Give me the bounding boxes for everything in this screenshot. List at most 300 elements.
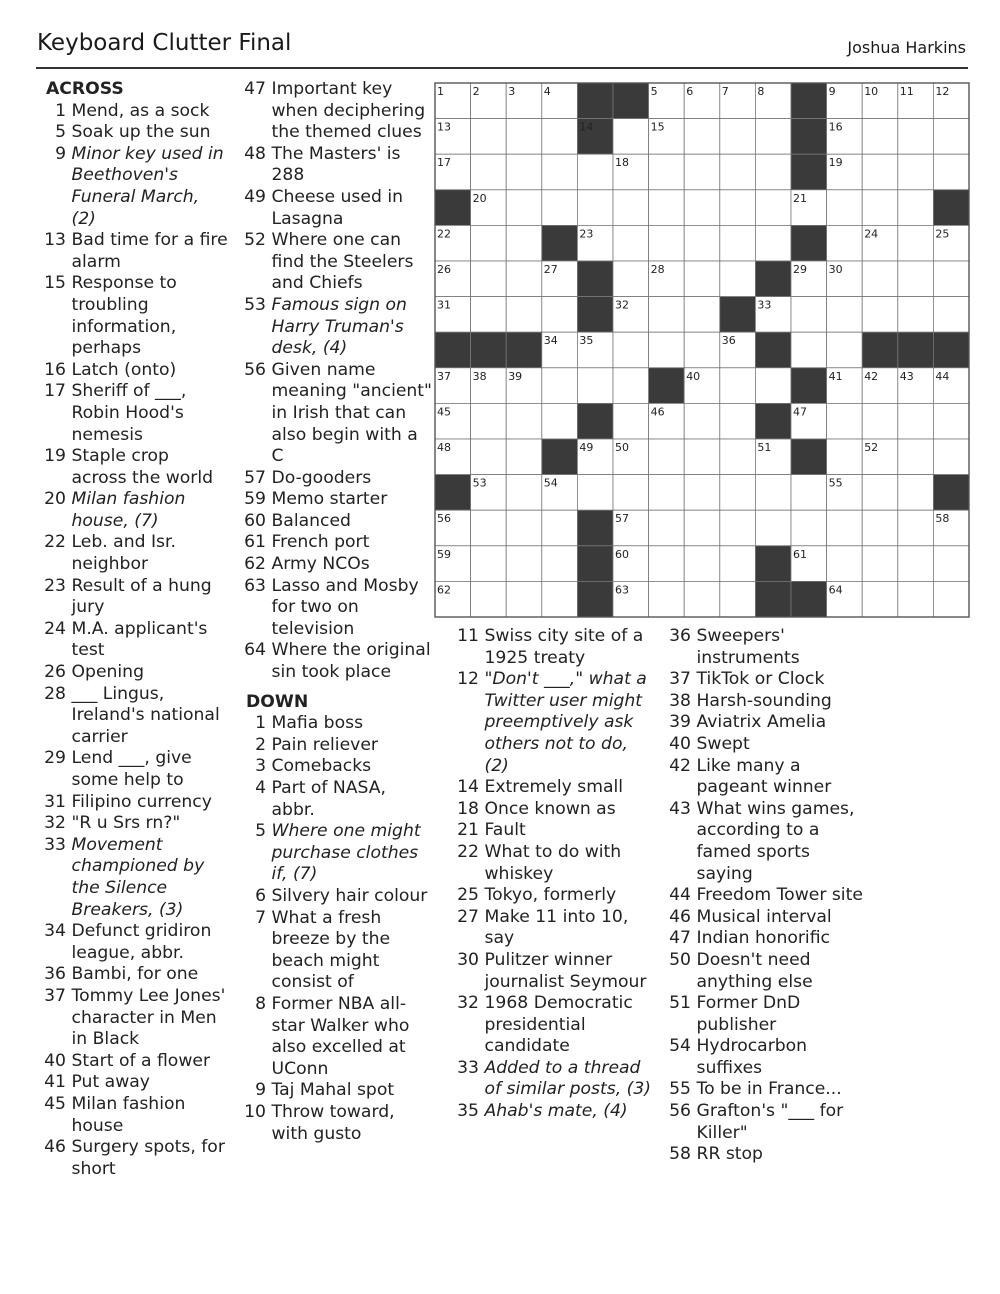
clue-number: 27	[457, 906, 479, 927]
grid-cell[interactable]	[649, 581, 685, 617]
down-clue-18[interactable]	[449, 799, 654, 821]
across-clue-40[interactable]	[36, 1051, 228, 1073]
clue-text: Like many a pageant winner	[696, 755, 832, 798]
grid-cell[interactable]	[613, 332, 649, 368]
grid-cell[interactable]	[791, 510, 827, 546]
across-clue-63[interactable]	[236, 576, 432, 641]
clue-number: 42	[669, 755, 691, 776]
grid-cell[interactable]	[649, 297, 685, 333]
grid-cell[interactable]	[898, 546, 934, 582]
block-cell	[506, 332, 542, 368]
grid-cell[interactable]	[720, 475, 756, 511]
grid-cell[interactable]	[827, 297, 863, 333]
down-clue-14[interactable]	[449, 777, 654, 799]
grid-cell[interactable]	[471, 297, 507, 333]
cell-number: 35	[579, 334, 594, 348]
across-clue-1[interactable]	[36, 101, 228, 123]
grid-cell[interactable]	[471, 154, 507, 190]
across-clue-15[interactable]	[36, 273, 228, 359]
grid-cell[interactable]	[506, 546, 542, 582]
clue-text: Movement championed by the Silence Breakers, (3)	[71, 834, 205, 920]
grid-cell[interactable]	[471, 403, 507, 439]
clue-number: 8	[255, 993, 266, 1014]
grid-cell[interactable]	[862, 261, 898, 297]
grid-cell[interactable]	[649, 546, 685, 582]
grid-cell[interactable]	[506, 510, 542, 546]
grid-cell[interactable]	[684, 581, 720, 617]
clue-text: M.A. applicant's test	[71, 618, 208, 661]
clue-text: Former NBA all-star Walker who also excelled at UConn	[271, 993, 410, 1079]
clue-number: 46	[669, 906, 691, 927]
clue-number: 5	[55, 122, 66, 143]
across-clue-62[interactable]	[236, 554, 432, 576]
clue-number: 60	[244, 510, 266, 531]
grid-cell[interactable]	[898, 225, 934, 261]
grid-cell[interactable]	[862, 154, 898, 190]
down-clue-27[interactable]	[449, 907, 654, 950]
down-clue-21[interactable]	[449, 820, 654, 842]
across-clue-29[interactable]	[36, 748, 228, 791]
grid-cell[interactable]	[791, 332, 827, 368]
clue-number: 26	[44, 662, 66, 683]
down-clue-44[interactable]	[661, 885, 867, 907]
grid-cell[interactable]	[827, 332, 863, 368]
grid-cell[interactable]	[577, 475, 613, 511]
grid-cell[interactable]	[577, 368, 613, 404]
grid-cell[interactable]	[684, 154, 720, 190]
grid-cell[interactable]	[542, 510, 578, 546]
grid-cell[interactable]	[542, 190, 578, 226]
clue-text: What wins games, according to a famed sports saying	[696, 798, 855, 884]
grid-cell[interactable]	[720, 439, 756, 475]
clue-number: 47	[669, 928, 691, 949]
clue-text: Aviatrix Amelia	[696, 712, 827, 733]
clue-text: French port	[271, 532, 370, 553]
across-clue-57[interactable]	[236, 468, 432, 490]
down-clue-30[interactable]	[449, 950, 654, 993]
clue-number: 7	[255, 907, 266, 928]
grid-cell[interactable]	[791, 475, 827, 511]
grid-cell[interactable]	[791, 297, 827, 333]
grid-cell[interactable]	[684, 261, 720, 297]
grid-cell[interactable]	[649, 190, 685, 226]
grid-cell[interactable]	[684, 297, 720, 333]
grid-cell[interactable]	[684, 439, 720, 475]
clue-text: Lasso and Mosby for two on television	[271, 575, 419, 639]
clue-number: 32	[457, 993, 479, 1014]
clue-number: 33	[44, 834, 66, 855]
cell-number: 37	[437, 369, 451, 383]
down-clue-8[interactable]	[236, 994, 432, 1080]
cell-number: 61	[793, 547, 807, 561]
grid-cell[interactable]	[542, 154, 578, 190]
clue-text: Lend ___, give some help to	[71, 748, 192, 790]
clue-number: 18	[457, 798, 479, 819]
grid-cell[interactable]	[649, 225, 685, 261]
grid-cell[interactable]	[720, 403, 756, 439]
across-clue-47[interactable]	[236, 79, 432, 144]
clue-number: 21	[457, 820, 479, 841]
down-clue-54[interactable]	[661, 1036, 867, 1079]
clue-number: 61	[244, 532, 266, 553]
grid-cell[interactable]	[898, 154, 934, 190]
grid-cell[interactable]	[898, 475, 934, 511]
across-clue-37[interactable]	[36, 986, 228, 1051]
across-clue-56[interactable]	[236, 360, 432, 468]
grid-cell[interactable]	[471, 225, 507, 261]
cell-number: 28	[650, 263, 665, 276]
down-clue-47[interactable]	[661, 928, 867, 950]
grid-cell[interactable]	[649, 439, 685, 475]
across-clue-19[interactable]	[36, 446, 228, 489]
grid-cell[interactable]	[613, 475, 649, 511]
grid-cell[interactable]	[862, 297, 898, 333]
across-clue-28[interactable]	[36, 684, 228, 749]
grid-cell[interactable]	[933, 297, 969, 333]
grid-cell[interactable]	[862, 581, 898, 617]
clue-text: Opening	[71, 662, 144, 683]
down-clue-36[interactable]	[661, 626, 867, 669]
down-clue-7[interactable]	[236, 908, 432, 994]
grid-cell[interactable]	[684, 332, 720, 368]
down-clue-4[interactable]	[236, 778, 432, 821]
cell-number: 51	[757, 441, 772, 454]
grid-cell[interactable]	[613, 368, 649, 404]
grid-cell[interactable]	[720, 225, 756, 261]
grid-cell[interactable]	[649, 510, 685, 546]
grid-cell[interactable]	[471, 510, 507, 546]
block-cell	[577, 546, 613, 582]
clue-number: 11	[457, 626, 479, 646]
clue-number: 25	[457, 885, 479, 906]
grid-cell[interactable]	[755, 510, 791, 546]
grid-cell[interactable]	[862, 475, 898, 511]
down-clue-51[interactable]	[661, 993, 867, 1036]
down-clue-32[interactable]	[449, 993, 654, 1058]
across-clue-59[interactable]	[236, 489, 432, 511]
grid-cell[interactable]	[506, 475, 542, 511]
grid-cell[interactable]	[827, 510, 863, 546]
clue-number: 16	[44, 359, 66, 380]
clue-text: RR stop	[696, 1144, 763, 1165]
cell-number: 12	[935, 85, 950, 98]
grid-cell[interactable]	[933, 546, 969, 582]
grid-cell[interactable]	[755, 368, 791, 404]
grid-cell[interactable]	[471, 261, 507, 297]
grid-cell[interactable]	[471, 581, 507, 617]
clue-text: Result of a hung jury	[71, 575, 212, 618]
down-clue-25[interactable]	[449, 885, 654, 907]
down-clue-22[interactable]	[449, 842, 654, 885]
grid-cell[interactable]	[720, 119, 756, 155]
grid-cell[interactable]	[613, 119, 649, 155]
block-cell	[542, 439, 578, 475]
down-clue-43[interactable]	[661, 799, 867, 885]
down-clue-50[interactable]	[661, 950, 867, 993]
grid-cell[interactable]	[577, 190, 613, 226]
across-clue-46[interactable]	[36, 1137, 228, 1180]
down-clue-40[interactable]	[661, 734, 867, 756]
grid-cell[interactable]	[933, 119, 969, 155]
grid-cell[interactable]	[933, 261, 969, 297]
grid-cell[interactable]	[720, 154, 756, 190]
across-clue-23[interactable]	[36, 576, 228, 619]
across-clue-26[interactable]	[36, 662, 228, 684]
block-cell	[933, 332, 969, 368]
cell-number: 14	[579, 120, 594, 134]
grid-cell[interactable]	[898, 119, 934, 155]
grid-cell[interactable]	[506, 581, 542, 617]
grid-cell[interactable]	[506, 297, 542, 333]
cell-number: 30	[828, 263, 843, 276]
grid-cell[interactable]	[684, 403, 720, 439]
grid-cell[interactable]	[827, 439, 863, 475]
grid-cell[interactable]	[649, 332, 685, 368]
down-clue-35[interactable]	[449, 1101, 654, 1123]
grid-cell[interactable]	[827, 190, 863, 226]
cell-number: 62	[437, 583, 451, 597]
grid-cell[interactable]	[898, 439, 934, 475]
clue-text: What a fresh breeze by the beach might consist of	[271, 907, 391, 993]
clue-text: Mafia boss	[271, 713, 364, 734]
down-clue-3[interactable]	[236, 756, 432, 778]
grid-cell[interactable]	[898, 261, 934, 297]
across-clue-49[interactable]	[236, 187, 432, 230]
clue-number: 50	[669, 949, 691, 970]
down-clue-58[interactable]	[661, 1144, 867, 1166]
cell-number: 25	[935, 227, 950, 241]
across-clue-48[interactable]	[236, 144, 432, 187]
clue-text: Added to a thread of similar posts, (3)	[484, 1057, 651, 1100]
across-clue-22[interactable]	[36, 532, 228, 575]
grid-cell[interactable]	[862, 546, 898, 582]
down-clue-39[interactable]	[661, 712, 867, 734]
grid-cell[interactable]	[720, 510, 756, 546]
down-clue-5[interactable]	[236, 821, 432, 886]
grid-cell[interactable]	[862, 510, 898, 546]
down-clue-33[interactable]	[449, 1058, 654, 1101]
grid-cell[interactable]	[862, 119, 898, 155]
down-clue-37[interactable]	[661, 669, 867, 691]
grid-cell[interactable]	[684, 475, 720, 511]
clue-text: ___ Lingus, Ireland's national carrier	[71, 683, 220, 747]
grid-cell[interactable]	[862, 403, 898, 439]
header-divider	[36, 67, 968, 69]
grid-cell[interactable]	[933, 403, 969, 439]
across-clue-60[interactable]	[236, 511, 432, 533]
across-clue-13[interactable]	[36, 230, 228, 273]
clue-text: Response to troubling information, perhaps	[71, 273, 177, 359]
down-clue-38[interactable]	[661, 691, 867, 713]
grid-cell[interactable]	[933, 581, 969, 617]
block-cell	[791, 225, 827, 261]
across-clue-64[interactable]	[236, 640, 432, 683]
across-clue-31[interactable]	[36, 792, 228, 814]
grid-cell[interactable]	[933, 439, 969, 475]
cell-number: 55	[828, 476, 843, 490]
down-clue-11[interactable]	[449, 626, 654, 669]
block-cell	[577, 403, 613, 439]
clue-number: 32	[44, 813, 66, 834]
grid-cell[interactable]	[542, 403, 578, 439]
down-clue-56[interactable]	[661, 1101, 867, 1144]
cell-number: 52	[864, 441, 879, 454]
grid-cell[interactable]	[577, 154, 613, 190]
cell-number: 15	[650, 120, 665, 134]
grid-cell[interactable]	[755, 475, 791, 511]
down-clue-42[interactable]	[661, 756, 867, 799]
clue-text: Leb. and Isr. neighbor	[71, 532, 176, 575]
grid-cell[interactable]	[720, 368, 756, 404]
grid-cell[interactable]	[684, 510, 720, 546]
grid-cell[interactable]	[471, 439, 507, 475]
clue-text: Mend, as a sock	[71, 100, 210, 121]
cell-number: 21	[793, 191, 807, 205]
clue-number: 48	[244, 143, 266, 164]
across-clue-16[interactable]	[36, 360, 228, 382]
grid-cell[interactable]	[898, 403, 934, 439]
grid-cell[interactable]	[898, 190, 934, 226]
grid-cell[interactable]	[862, 190, 898, 226]
grid-cell[interactable]	[613, 190, 649, 226]
grid-cell[interactable]	[506, 119, 542, 155]
grid-cell[interactable]	[542, 581, 578, 617]
grid-cell[interactable]	[506, 439, 542, 475]
down-clue-55[interactable]	[661, 1079, 867, 1101]
clue-text: Where the original sin took place	[271, 640, 431, 683]
grid-cell[interactable]	[684, 190, 720, 226]
across-clue-9[interactable]	[36, 144, 228, 230]
across-clue-5[interactable]	[36, 122, 228, 144]
grid-cell[interactable]	[684, 546, 720, 582]
across-clue-24[interactable]	[36, 619, 228, 662]
across-clue-41[interactable]	[36, 1072, 228, 1094]
grid-cell[interactable]	[898, 510, 934, 546]
cell-number: 46	[650, 405, 665, 419]
grid-cell[interactable]	[542, 297, 578, 333]
grid-cell[interactable]	[471, 546, 507, 582]
grid-cell[interactable]	[506, 154, 542, 190]
cell-number: 17	[437, 156, 451, 170]
clue-text: 1968 Democratic presidential candidate	[484, 993, 633, 1057]
clue-number: 41	[44, 1072, 66, 1093]
puzzle-author: Joshua Harkins	[847, 38, 966, 57]
down-clue-2[interactable]	[236, 735, 432, 757]
crossword-grid[interactable]	[434, 82, 970, 622]
clue-number: 47	[244, 79, 266, 99]
clue-number: 37	[669, 669, 691, 690]
clue-text: Surgery spots, for short	[71, 1137, 225, 1179]
down-clue-10[interactable]	[236, 1102, 432, 1145]
clue-text: Defunct gridiron league, abbr.	[71, 921, 212, 963]
grid-cell[interactable]	[649, 475, 685, 511]
grid-cell[interactable]	[720, 261, 756, 297]
grid-cell[interactable]	[827, 225, 863, 261]
across-clue-36[interactable]	[36, 964, 228, 986]
across-clue-53[interactable]	[236, 295, 432, 360]
across-clue-20[interactable]	[36, 489, 228, 532]
clue-text: Latch (onto)	[71, 359, 177, 380]
across-clue-17[interactable]	[36, 381, 228, 446]
grid-cell[interactable]	[898, 297, 934, 333]
across-clue-33[interactable]	[36, 835, 228, 921]
grid-cell[interactable]	[827, 403, 863, 439]
clue-number: 36	[44, 964, 66, 985]
grid-cell[interactable]	[542, 119, 578, 155]
cell-number: 24	[864, 227, 879, 241]
grid-cell[interactable]	[898, 581, 934, 617]
grid-cell[interactable]	[506, 225, 542, 261]
grid-cell[interactable]	[755, 190, 791, 226]
clue-column-4	[661, 626, 867, 1166]
down-clue-1[interactable]	[236, 713, 432, 735]
grid-cell[interactable]	[471, 119, 507, 155]
grid-cell[interactable]	[720, 546, 756, 582]
down-clue-9[interactable]	[236, 1080, 432, 1102]
clue-number: 40	[44, 1050, 66, 1071]
clue-text: Milan fashion house, (7)	[71, 489, 186, 531]
clue-number: 22	[457, 841, 479, 862]
grid-cell[interactable]	[613, 225, 649, 261]
cell-number: 16	[828, 120, 843, 134]
grid-cell[interactable]	[649, 154, 685, 190]
grid-cell[interactable]	[506, 403, 542, 439]
down-clue-6[interactable]	[236, 886, 432, 908]
cell-number: 22	[437, 227, 451, 241]
down-clue-12[interactable]	[449, 669, 654, 777]
clue-number: 44	[669, 885, 691, 906]
clue-number: 34	[44, 921, 66, 942]
grid-cell[interactable]	[506, 261, 542, 297]
cell-number: 31	[437, 298, 451, 312]
grid-cell[interactable]	[613, 261, 649, 297]
grid-cell[interactable]	[684, 119, 720, 155]
across-clue-32[interactable]	[36, 813, 228, 835]
cell-number: 32	[615, 298, 629, 312]
cell-number: 54	[543, 476, 558, 490]
clue-number: 2	[255, 734, 266, 755]
grid-cell[interactable]	[506, 190, 542, 226]
across-clue-34[interactable]	[36, 921, 228, 964]
grid-cell[interactable]	[542, 368, 578, 404]
down-clue-46[interactable]	[661, 907, 867, 929]
cell-number: 20	[472, 191, 487, 205]
grid-cell[interactable]	[755, 154, 791, 190]
across-clue-61[interactable]	[236, 532, 432, 554]
grid-cell[interactable]	[613, 403, 649, 439]
grid-cell[interactable]	[827, 546, 863, 582]
clue-text: Pain reliever	[271, 734, 378, 755]
block-cell	[933, 190, 969, 226]
grid-cell[interactable]	[684, 225, 720, 261]
clue-number: 4	[255, 778, 266, 798]
cell-number: 27	[543, 263, 558, 276]
grid-cell[interactable]	[720, 190, 756, 226]
clue-number: 35	[457, 1101, 479, 1122]
across-clue-52[interactable]	[236, 230, 432, 295]
grid-svg[interactable]	[434, 82, 970, 618]
grid-cell[interactable]	[542, 546, 578, 582]
clue-text: Start of a flower	[71, 1050, 211, 1071]
across-clue-45[interactable]	[36, 1094, 228, 1137]
cell-number: 56	[437, 512, 451, 526]
clue-number: 54	[669, 1036, 691, 1057]
grid-cell[interactable]	[933, 154, 969, 190]
grid-cell[interactable]	[755, 119, 791, 155]
grid-cell[interactable]	[720, 581, 756, 617]
clue-text: Comebacks	[271, 756, 372, 777]
grid-cell[interactable]	[755, 225, 791, 261]
